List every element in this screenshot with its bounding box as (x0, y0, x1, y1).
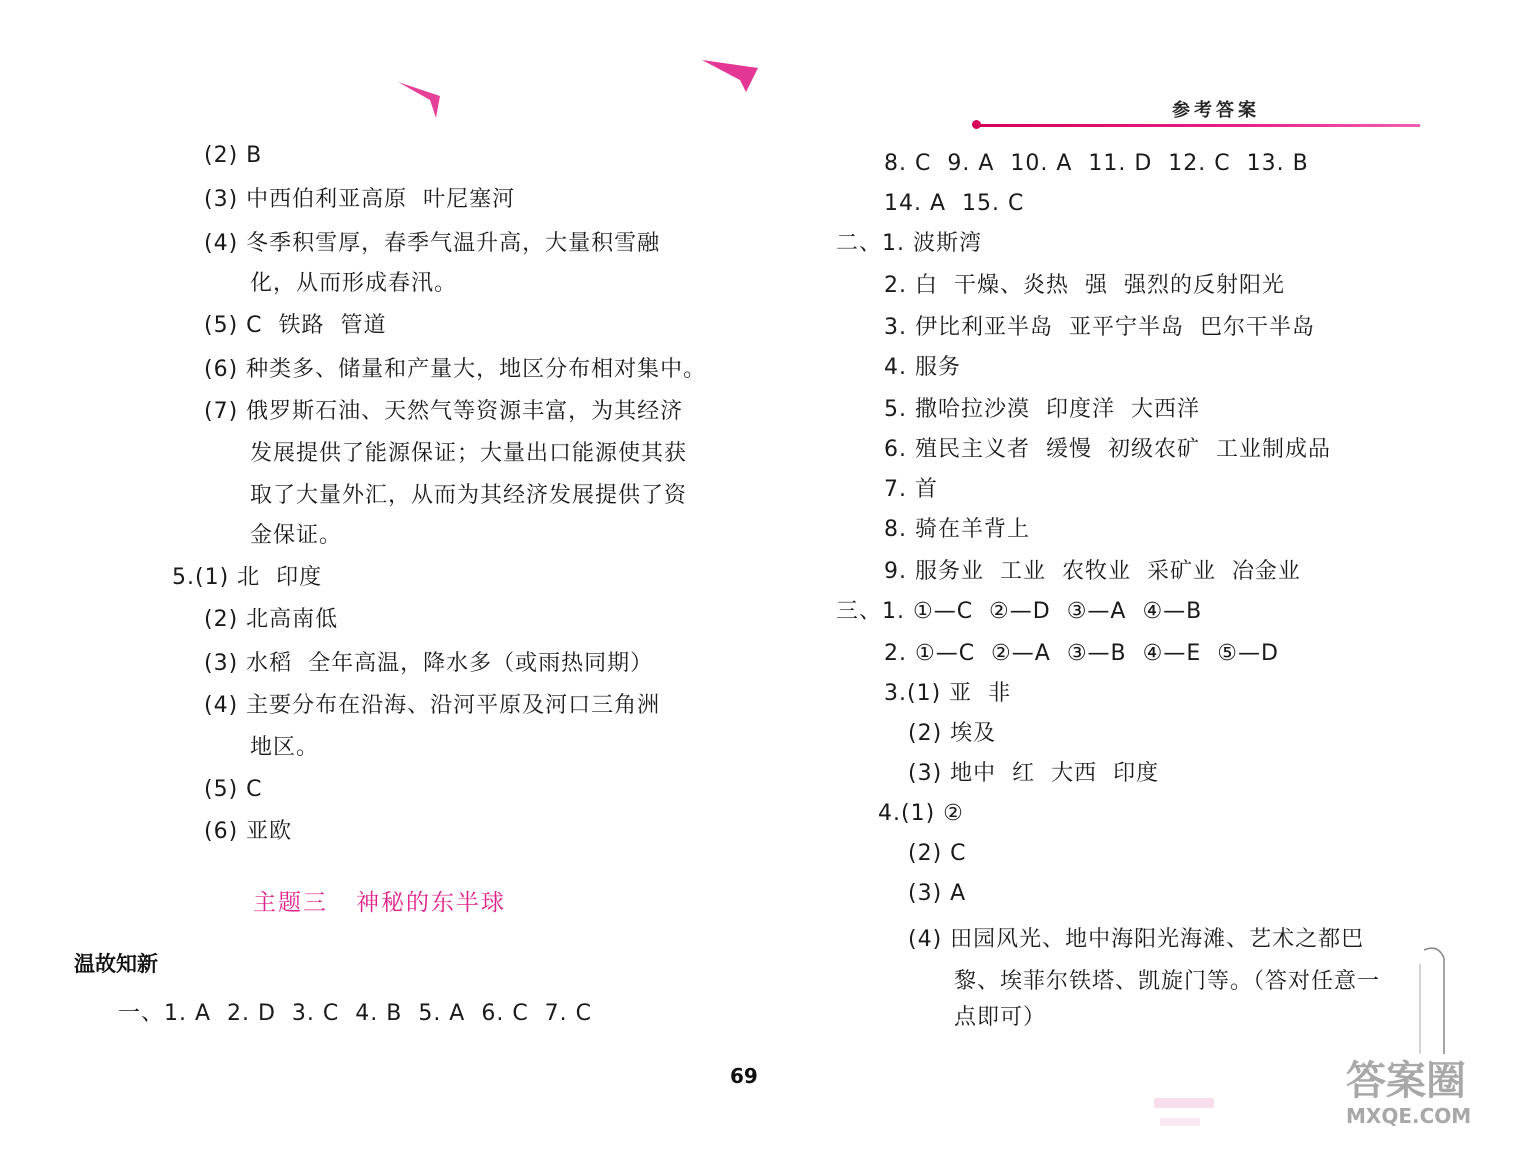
header-rule (978, 124, 1420, 127)
subheading: 温故知新 (74, 951, 158, 976)
answer-line: 地区。 (250, 735, 320, 760)
answer-line: 2. 白 干燥、炎热 强 强烈的反射阳光 (884, 273, 1285, 298)
answer-line: 5.(1) 北 印度 (172, 565, 323, 590)
answer-line: 8. 骑在羊背上 (884, 517, 1030, 542)
answer-line: 二、1. 波斯湾 (836, 231, 982, 256)
answer-line: 2. ①—C ②—A ③—B ④—E ⑤—D (884, 641, 1279, 666)
answer-line: 4.(1) ② (878, 801, 964, 826)
margin-bracket (1404, 944, 1474, 1064)
answer-line: (2) B (204, 143, 263, 168)
answer-line: 5. 撒哈拉沙漠 印度洋 大西洋 (884, 397, 1200, 422)
answer-line: 3.(1) 亚 非 (884, 681, 1012, 706)
answer-line: (4) 主要分布在沿海、沿河平原及河口三角洲 (204, 693, 661, 718)
answer-line: (4) 冬季积雪厚，春季气温升高，大量积雪融 (204, 231, 661, 256)
answer-line: 6. 殖民主义者 缓慢 初级农矿 工业制成品 (884, 437, 1331, 462)
arrow-decoration-left (396, 78, 446, 120)
answer-line: 黎、埃菲尔铁塔、凯旋门等。（答对任意一 (954, 969, 1381, 994)
answer-line: 取了大量外汇，从而为其经济发展提供了资 (250, 483, 688, 508)
answer-line: (2) 北高南低 (204, 607, 339, 632)
answer-line: (5) C (204, 777, 263, 802)
answer-line: 4. 服务 (884, 355, 961, 380)
answer-line: (3) 水稻 全年高温，降水多（或雨热同期） (204, 651, 654, 676)
page-number: 69 (730, 1064, 758, 1088)
answer-line: (5) C 铁路 管道 (204, 313, 387, 338)
answer-line: 发展提供了能源保证；大量出口能源使其获 (250, 441, 688, 466)
watermark-url: MXQE.COM (1346, 1104, 1472, 1128)
answer-line: (3) 地中 红 大西 印度 (908, 761, 1160, 786)
answer-line: 三、1. ①—C ②—D ③—A ④—B (836, 599, 1203, 624)
answer-line: 化，从而形成春汛。 (250, 271, 458, 296)
answer-line: 3. 伊比利亚半岛 亚平宁半岛 巴尔干半岛 (884, 315, 1315, 340)
answer-line: (3) A (908, 881, 967, 906)
answer-line: (4) 田园风光、地中海阳光海滩、艺术之都巴 (908, 927, 1365, 952)
bottom-decoration (1150, 1090, 1230, 1150)
answer-line: 8. C 9. A 10. A 11. D 12. C 13. B (884, 151, 1309, 176)
answer-line: 点即可） (954, 1005, 1047, 1030)
watermark-logo-text: 答案圈 (1346, 1058, 1466, 1104)
section-title (253, 884, 506, 917)
answer-line: (2) 埃及 (908, 721, 997, 746)
watermark (1346, 1058, 1472, 1128)
answer-line: 7. 首 (884, 477, 938, 502)
answer-line: 14. A 15. C (884, 191, 1025, 216)
answer-line: (7) 俄罗斯石油、天然气等资源丰富，为其经济 (204, 399, 684, 424)
answer-line: (3) 中西伯利亚高原 叶尼塞河 (204, 187, 516, 212)
answer-line: 金保证。 (250, 523, 343, 548)
answer-line: 9. 服务业 工业 农牧业 采矿业 冶金业 (884, 559, 1301, 584)
page-header: 参考答案 (1172, 100, 1260, 121)
answer-line: 一、1. A 2. D 3. C 4. B 5. A 6. C 7. C (118, 1001, 593, 1026)
section-title-part1: 主题三 (253, 890, 328, 916)
arrow-decoration-right (700, 56, 762, 96)
answer-line: (6) 种类多、储量和产量大，地区分布相对集中。 (204, 357, 707, 382)
answer-line: (2) C (908, 841, 967, 866)
answer-line: (6) 亚欧 (204, 819, 293, 844)
section-title-part2: 神秘的东半球 (355, 890, 506, 916)
